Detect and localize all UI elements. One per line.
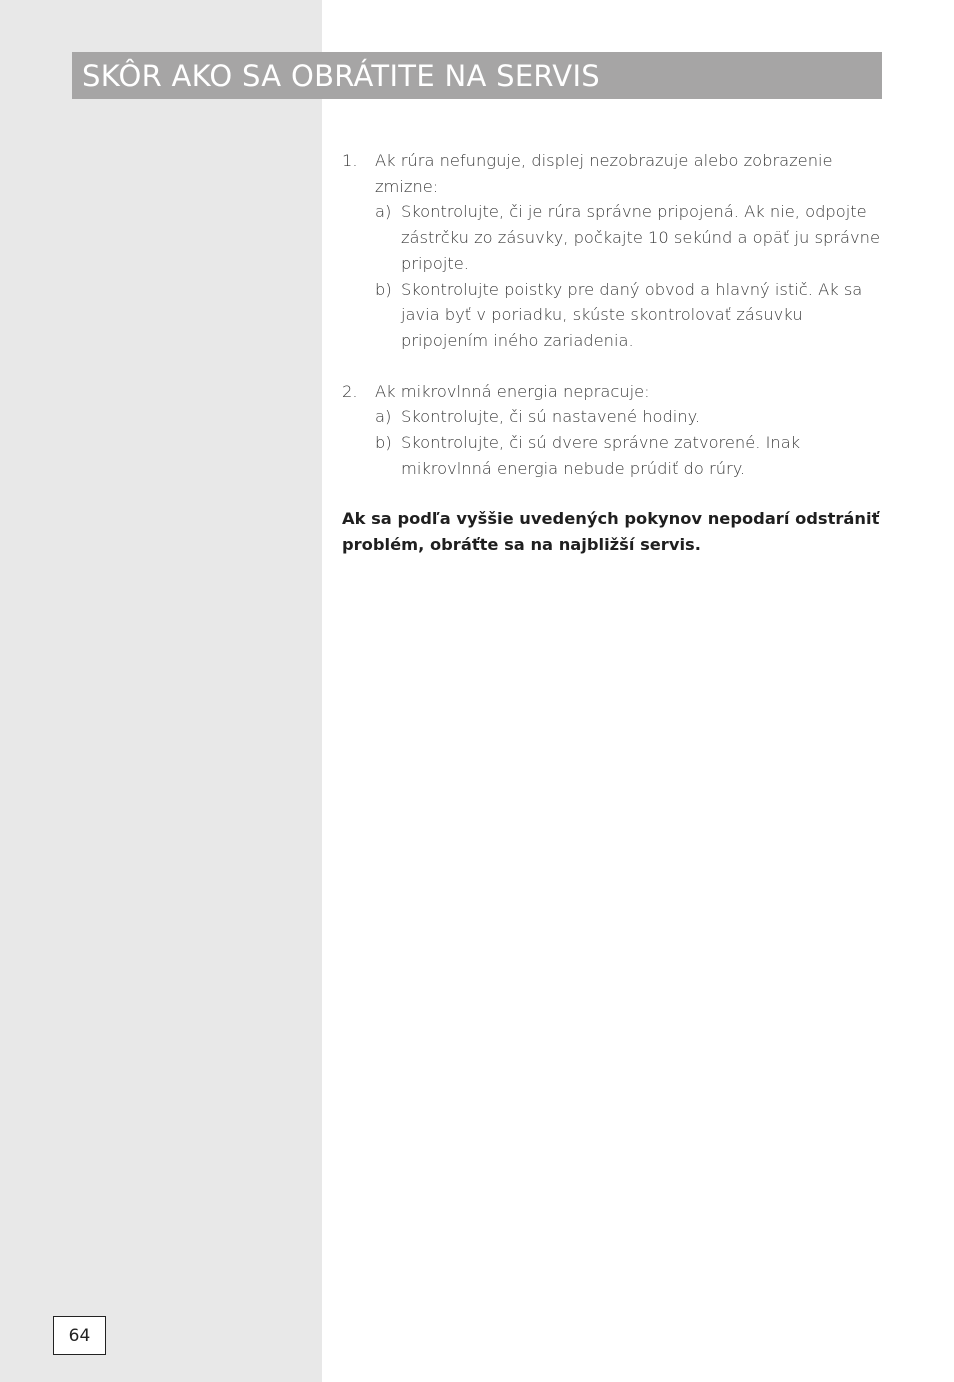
section-title-bar: [72, 52, 882, 99]
item-text: Ak mikrovlnná energia nepracuje:: [375, 381, 650, 401]
list-item-1: [342, 148, 882, 354]
subitem-2a: [375, 404, 882, 430]
subitem-1a: [375, 199, 882, 276]
subitem-text: Skontrolujte, či je rúra správne pripojená. Ak nie, odpojte zástrčku zo zásuvky, počkajte 10 sekúnd a opäť ju správne pripojte.: [401, 202, 880, 273]
subitem-letter: a): [375, 202, 392, 222]
subitem-1b: [375, 277, 882, 354]
left-sidebar-panel: [0, 0, 322, 1382]
subitem-letter: a): [375, 407, 392, 427]
page-number: 64: [53, 1316, 106, 1355]
subitem-letter: b): [375, 279, 392, 299]
service-note: Ak sa podľa vyššie uvedených pokynov nepodarí odstrániť problém, obráťte sa na najbližší servis.: [342, 509, 880, 555]
list-item-2: [342, 379, 882, 482]
page-title: SKÔR AKO SA OBRÁTITE NA SERVIS: [82, 58, 601, 93]
subitem-text: Skontrolujte poistky pre daný obvod a hlavný istič. Ak sa javia byť v poriadku, skúste skontrolovať zásuvku pripojením iného zariadenia.: [401, 279, 863, 350]
subitem-letter: b): [375, 433, 392, 453]
troubleshooting-content: [342, 148, 882, 558]
subitem-text: Skontrolujte, či sú nastavené hodiny.: [401, 407, 701, 427]
subitem-text: Skontrolujte, či sú dvere správne zatvorené. Inak mikrovlnná energia nebude prúdiť do rúry.: [401, 433, 801, 478]
subitem-2b: [375, 430, 882, 481]
item-number: 1.: [342, 151, 358, 170]
item-number: 2.: [342, 381, 358, 401]
item-text: Ak rúra nefunguje, displej nezobrazuje alebo zobrazenie zmizne:: [375, 151, 833, 196]
